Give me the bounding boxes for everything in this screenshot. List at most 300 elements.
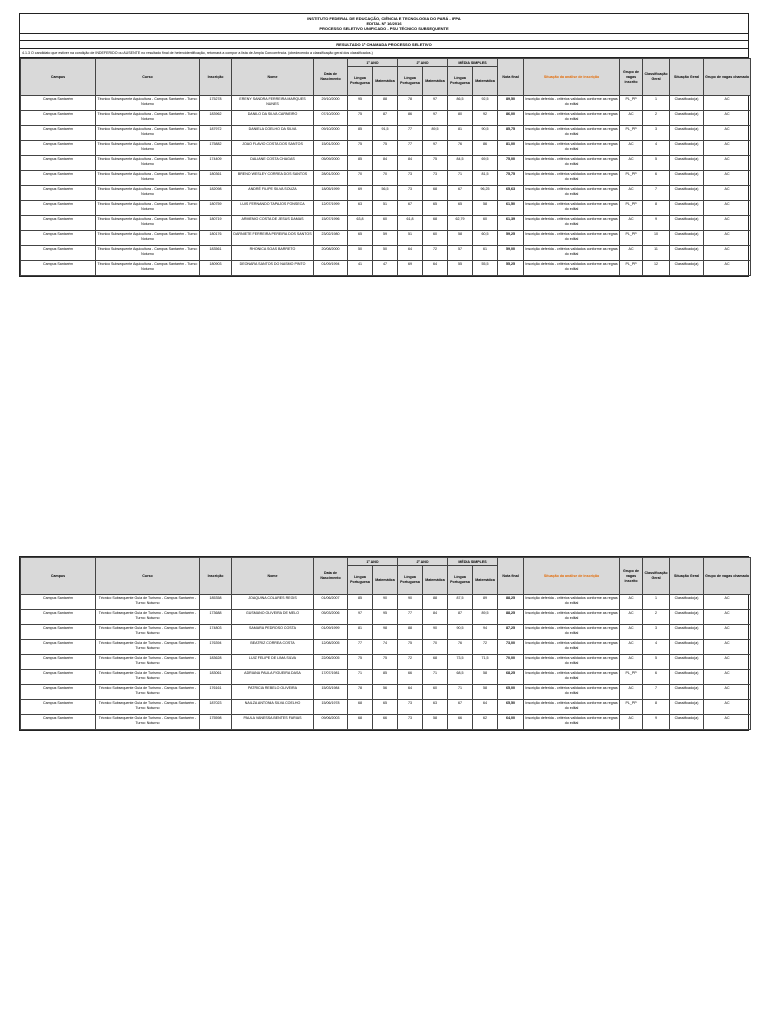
col-campus: Campus (21, 558, 96, 595)
cell-classificacao: 1 (643, 595, 670, 610)
cell-mat-ano1: 59 (373, 231, 398, 246)
cell-mat-ano2: 71 (423, 670, 448, 685)
cell-classificacao: 1 (643, 96, 670, 111)
cell-grupo-chamado: AC (704, 261, 751, 276)
cell-grupo-chamado: AC (704, 715, 751, 730)
cell-situacao-analise: Inscrição deferida - critérios validados conforme as regras do edital (524, 156, 620, 171)
cell-classificacao: 4 (643, 640, 670, 655)
cell-lp-ano2: 73 (398, 715, 423, 730)
cell-nascimento: 22/06/2005 (314, 655, 348, 670)
cell-situacao-geral: Classificado(a) (670, 96, 704, 111)
cell-situacao-geral: Classificado(a) (670, 595, 704, 610)
table-row (21, 625, 751, 640)
table-row (21, 186, 751, 201)
col-curso: Curso (96, 59, 200, 96)
cell-situacao-analise: Inscrição deferida - critérios validados conforme as regras do edital (524, 201, 620, 216)
cell-nascimento: 20/08/2000 (314, 246, 348, 261)
cell-campus: Campus Santarém (21, 126, 96, 141)
cell-situacao-analise: Inscrição deferida - critérios validados conforme as regras do edital (524, 715, 620, 730)
cell-lp-ano1: 63,8 (348, 216, 373, 231)
cell-grupo-inscrito: AC (620, 610, 643, 625)
cell-lp-media: 81 (448, 126, 473, 141)
col-group-ano2: 2º ANO (398, 558, 448, 566)
cell-situacao-analise: Inscrição deferida - critérios validados conforme as regras do edital (524, 610, 620, 625)
cell-lp-media: 87,5 (448, 595, 473, 610)
cell-situacao-geral: Classificado(a) (670, 216, 704, 231)
cell-mat-media: 60 (473, 216, 498, 231)
table-row (21, 595, 751, 610)
cell-lp-media: 55 (448, 261, 473, 276)
col-lp-ano2: Língua Portuguesa (398, 566, 423, 595)
cell-mat-ano2: 65 (423, 201, 448, 216)
cell-nota-final: 75,75 (498, 171, 524, 186)
cell-classificacao: 11 (643, 246, 670, 261)
cell-situacao-analise: Inscrição deferida - critérios validados conforme as regras do edital (524, 700, 620, 715)
cell-nascimento: 15/01/2000 (314, 141, 348, 156)
cell-lp-media: 87 (448, 610, 473, 625)
cell-lp-ano2: 61,8 (398, 216, 423, 231)
col-group-ano1: 1º ANO (348, 59, 398, 67)
cell-lp-ano2: 69 (398, 261, 423, 276)
col-mat-ano1: Matemática (373, 67, 398, 96)
cell-grupo-inscrito: AC (620, 156, 643, 171)
cell-nascimento: 07/10/2000 (314, 111, 348, 126)
cell-mat-ano2: 68 (423, 655, 448, 670)
results-sheet-guia-turismo (19, 556, 749, 731)
cell-mat-ano1: 88 (373, 96, 398, 111)
table-row (21, 201, 751, 216)
cell-inscricao: 180719 (200, 216, 232, 231)
cell-grupo-chamado: AC (704, 231, 751, 246)
cell-mat-ano1: 56 (373, 685, 398, 700)
cell-lp-ano1: 70 (348, 171, 373, 186)
cell-lp-ano2: 64 (398, 246, 423, 261)
col-lp-media: Língua Portuguesa (448, 67, 473, 96)
cell-situacao-geral: Classificado(a) (670, 700, 704, 715)
cell-lp-media: 67 (448, 186, 473, 201)
document-header (20, 14, 748, 34)
cell-mat-media: 81,5 (473, 171, 498, 186)
cell-grupo-chamado: AC (704, 141, 751, 156)
table-row (21, 700, 751, 715)
col-mat-ano2: Matemática (423, 67, 448, 96)
cell-classificacao: 6 (643, 670, 670, 685)
cell-lp-ano1: 85 (348, 156, 373, 171)
cell-mat-media: 60,5 (473, 231, 498, 246)
col-group-ano2: 2º ANO (398, 59, 448, 67)
cell-inscricao: 176161 (200, 685, 232, 700)
cell-nome: DANIELA COELHO DA SILVA (232, 126, 314, 141)
col-situacao-geral: Situação Geral (670, 558, 704, 595)
cell-situacao-geral: Classificado(a) (670, 141, 704, 156)
cell-grupo-chamado: AC (704, 171, 751, 186)
table-row (21, 111, 751, 126)
cell-grupo-chamado: AC (704, 246, 751, 261)
col-lp-ano2: Língua Portuguesa (398, 67, 423, 96)
cell-curso: Técnico Subsequente Aquicultura - Campus Santarém - Turno: Noturno (96, 261, 200, 276)
cell-situacao-analise: Inscrição deferida - critérios validados conforme as regras do edital (524, 261, 620, 276)
cell-situacao-analise: Inscrição deferida - critérios validados conforme as regras do edital (524, 171, 620, 186)
cell-inscricao: 180176 (200, 231, 232, 246)
cell-nascimento: 17/07/1981 (314, 670, 348, 685)
cell-situacao-analise: Inscrição deferida - critérios validados conforme as regras do edital (524, 126, 620, 141)
cell-mat-media: 55,5 (473, 261, 498, 276)
cell-inscricao: 180759 (200, 201, 232, 216)
cell-classificacao: 5 (643, 655, 670, 670)
cell-nota-final: 65,63 (498, 186, 524, 201)
cell-mat-ano1: 87 (373, 111, 398, 126)
cell-nascimento: 15/06/1978 (314, 700, 348, 715)
cell-curso: Técnico Subsequente Aquicultura - Campus Santarém - Turno: Noturno (96, 156, 200, 171)
col-campus: Campus (21, 59, 96, 96)
cell-grupo-inscrito: PL_PP (620, 171, 643, 186)
cell-nascimento: 15/03/1984 (314, 685, 348, 700)
cell-lp-ano1: 95 (348, 96, 373, 111)
col-nota-final: Nota final (498, 558, 524, 595)
cell-lp-ano2: 73 (398, 186, 423, 201)
results-table-1 (20, 58, 751, 276)
cell-lp-media: 71 (448, 171, 473, 186)
edital-number: EDITAL Nº 16/2016 (366, 21, 402, 26)
cell-situacao-geral: Classificado(a) (670, 246, 704, 261)
cell-situacao-geral: Classificado(a) (670, 156, 704, 171)
cell-nascimento: 05/03/2006 (314, 610, 348, 625)
cell-mat-ano2: 97 (423, 96, 448, 111)
cell-campus: Campus Santarém (21, 655, 96, 670)
cell-nota-final: 89,50 (498, 96, 524, 111)
cell-lp-ano1: 69 (348, 186, 373, 201)
cell-inscricao: 182098 (200, 186, 232, 201)
cell-nome: ERENY SANDRA FERREIRA MARQUES NUNES (232, 96, 314, 111)
cell-lp-ano1: 75 (348, 655, 373, 670)
cell-inscricao: 187023 (200, 700, 232, 715)
cell-campus: Campus Santarém (21, 216, 96, 231)
cell-mat-ano1: 50 (373, 246, 398, 261)
cell-nota-final: 64,00 (498, 715, 524, 730)
cell-mat-ano1: 90 (373, 595, 398, 610)
cell-curso: Técnico Subsequente Guia de Turismo - Campus Santarém - Turno: Noturno (96, 685, 200, 700)
cell-mat-ano2: 68 (423, 216, 448, 231)
cell-lp-ano2: 73 (398, 700, 423, 715)
cell-mat-media: 92 (473, 111, 498, 126)
cell-grupo-inscrito: PL_PP (620, 700, 643, 715)
cell-inscricao: 180361 (200, 171, 232, 186)
col-group-media: MÉDIA SIMPLES (448, 59, 498, 67)
cell-grupo-inscrito: AC (620, 141, 643, 156)
cell-lp-ano1: 71 (348, 670, 373, 685)
table-header (21, 59, 751, 96)
cell-grupo-inscrito: AC (620, 595, 643, 610)
cell-mat-ano2: 63 (423, 700, 448, 715)
cell-mat-media: 58 (473, 685, 498, 700)
cell-mat-media: 89 (473, 595, 498, 610)
cell-lp-ano1: 85 (348, 126, 373, 141)
cell-nota-final: 61,50 (498, 201, 524, 216)
table-row (21, 216, 751, 231)
cell-nome: DALIANE COSTA CHAGAS (232, 156, 314, 171)
cell-lp-media: 71 (448, 685, 473, 700)
cell-nota-final: 70,00 (498, 655, 524, 670)
cell-mat-ano2: 89,5 (423, 126, 448, 141)
cell-grupo-chamado: AC (704, 655, 751, 670)
cell-lp-media: 57 (448, 246, 473, 261)
cell-nome: ARMENIO COSTA DE JESUS DAMAS (232, 216, 314, 231)
cell-mat-media: 61 (473, 246, 498, 261)
cell-lp-media: 58 (448, 231, 473, 246)
col-classificacao: Classificação Geral (643, 558, 670, 595)
col-lp-ano1: Língua Portuguesa (348, 67, 373, 96)
cell-mat-ano1: 74 (373, 640, 398, 655)
cell-inscricao: 174409 (200, 156, 232, 171)
cell-nascimento: 09/10/2000 (314, 126, 348, 141)
table-header (21, 558, 751, 595)
cell-nascimento: 29/10/2000 (314, 96, 348, 111)
cell-curso: Técnico Subsequente Guia de Turismo - Campus Santarém - Turno: Noturno (96, 700, 200, 715)
cell-situacao-analise: Inscrição deferida - critérios validados conforme as regras do edital (524, 111, 620, 126)
cell-mat-media: 94 (473, 625, 498, 640)
cell-classificacao: 12 (643, 261, 670, 276)
cell-nome: PAULA VANESSA BENTES FARIAS (232, 715, 314, 730)
cell-curso: Técnico Subsequente Aquicultura - Campus Santarém - Turno: Noturno (96, 96, 200, 111)
cell-classificacao: 2 (643, 111, 670, 126)
cell-lp-ano1: 97 (348, 610, 373, 625)
cell-grupo-inscrito: AC (620, 640, 643, 655)
cell-classificacao: 8 (643, 201, 670, 216)
cell-lp-media: 65 (448, 201, 473, 216)
col-mat-media: Matemática (473, 566, 498, 595)
cell-nascimento: 09/06/2003 (314, 715, 348, 730)
cell-grupo-chamado: AC (704, 216, 751, 231)
cell-lp-ano1: 85 (348, 595, 373, 610)
cell-nota-final: 85,75 (498, 126, 524, 141)
cell-mat-media: 64 (473, 700, 498, 715)
col-group-ano1: 1º ANO (348, 558, 398, 566)
cell-mat-ano2: 97 (423, 141, 448, 156)
cell-classificacao: 8 (643, 700, 670, 715)
cell-mat-ano1: 70 (373, 171, 398, 186)
cell-mat-media: 62 (473, 715, 498, 730)
cell-situacao-analise: Inscrição deferida - critérios validados conforme as regras do edital (524, 231, 620, 246)
cell-campus: Campus Santarém (21, 201, 96, 216)
process-title: PROCESSO SELETIVO UNIFICADO - PSU TÉCNICO SUBSEQUENTE (319, 26, 449, 31)
cell-grupo-chamado: AC (704, 670, 751, 685)
col-mat-media: Matemática (473, 67, 498, 96)
cell-campus: Campus Santarém (21, 700, 96, 715)
cell-situacao-geral: Classificado(a) (670, 655, 704, 670)
cell-lp-ano2: 77 (398, 141, 423, 156)
cell-lp-ano1: 63 (348, 201, 373, 216)
cell-nome: ADRIANA PAULA FIGUEIRA DASA (232, 670, 314, 685)
cell-classificacao: 6 (643, 171, 670, 186)
cell-grupo-inscrito: PL_PP (620, 96, 643, 111)
cell-situacao-analise: Inscrição deferida - critérios validados conforme as regras do edital (524, 96, 620, 111)
cell-situacao-analise: Inscrição deferida - critérios validados conforme as regras do edital (524, 141, 620, 156)
cell-situacao-analise: Inscrição deferida - critérios validados conforme as regras do edital (524, 186, 620, 201)
cell-situacao-analise: Inscrição deferida - critérios validados conforme as regras do edital (524, 216, 620, 231)
cell-mat-ano1: 56,5 (373, 186, 398, 201)
cell-inscricao: 185358 (200, 595, 232, 610)
cell-curso: Técnico Subsequente Aquicultura - Campus Santarém - Turno: Noturno (96, 141, 200, 156)
cell-grupo-chamado: AC (704, 700, 751, 715)
cell-grupo-inscrito: AC (620, 186, 643, 201)
cell-grupo-inscrito: AC (620, 216, 643, 231)
cell-situacao-analise: Inscrição deferida - critérios validados conforme as regras do edital (524, 246, 620, 261)
cell-classificacao: 7 (643, 186, 670, 201)
cell-lp-ano2: 88 (398, 625, 423, 640)
cell-mat-ano2: 58 (423, 715, 448, 730)
cell-grupo-inscrito: AC (620, 246, 643, 261)
cell-classificacao: 3 (643, 126, 670, 141)
cell-nota-final: 65,00 (498, 685, 524, 700)
col-mat-ano1: Matemática (373, 566, 398, 595)
cell-lp-ano2: 73 (398, 171, 423, 186)
cell-inscricao: 175882 (200, 141, 232, 156)
cell-mat-ano2: 84 (423, 610, 448, 625)
cell-classificacao: 7 (643, 685, 670, 700)
cell-classificacao: 10 (643, 231, 670, 246)
col-grupo-chamado: Grupo de vagas chamado (704, 59, 751, 96)
cell-nota-final: 68,25 (498, 670, 524, 685)
cell-nome: NAILZA ANTONIA SILVA COELHO (232, 700, 314, 715)
cell-inscricao: 173688 (200, 610, 232, 625)
cell-lp-media: 84,5 (448, 156, 473, 171)
cell-curso: Técnico Subsequente Guia de Turismo - Campus Santarém - Turno: Noturno (96, 595, 200, 610)
cell-nome: LUIS FERNANDO TAPAJOS FONSECA (232, 201, 314, 216)
cell-nota-final: 86,00 (498, 111, 524, 126)
cell-inscricao: 183628 (200, 655, 232, 670)
cell-lp-ano1: 68 (348, 700, 373, 715)
cell-inscricao: 174803 (200, 625, 232, 640)
result-title: RESULTADO 1ª CHAMADA PROCESSO SELETIVO (20, 41, 748, 49)
cell-curso: Técnico Subsequente Guia de Turismo - Campus Santarém - Turno: Noturno (96, 715, 200, 730)
cell-grupo-inscrito: AC (620, 655, 643, 670)
cell-mat-ano1: 51 (373, 201, 398, 216)
cell-inscricao: 176394 (200, 640, 232, 655)
cell-nascimento: 28/01/2000 (314, 171, 348, 186)
cell-grupo-inscrito: AC (620, 685, 643, 700)
results-sheet-aquicultura (19, 13, 749, 277)
cell-lp-ano2: 90 (398, 595, 423, 610)
cell-campus: Campus Santarém (21, 610, 96, 625)
cell-curso: Técnico Subsequente Aquicultura - Campus Santarém - Turno: Noturno (96, 246, 200, 261)
cell-lp-media: 80 (448, 111, 473, 126)
table-row (21, 231, 751, 246)
cell-lp-media: 62,79 (448, 216, 473, 231)
cell-nota-final: 61,39 (498, 216, 524, 231)
cell-mat-ano2: 73 (423, 171, 448, 186)
cell-mat-ano2: 97 (423, 111, 448, 126)
col-situacao-analise: Situação da análise de inscrição (524, 59, 620, 96)
cell-nascimento: 05/09/2000 (314, 156, 348, 171)
cell-curso: Técnico Subsequente Aquicultura - Campus Santarém - Turno: Noturno (96, 216, 200, 231)
cell-nascimento: 12/08/2005 (314, 640, 348, 655)
cell-campus: Campus Santarém (21, 111, 96, 126)
cell-situacao-geral: Classificado(a) (670, 231, 704, 246)
cell-lp-media: 86,5 (448, 96, 473, 111)
cell-situacao-geral: Classificado(a) (670, 111, 704, 126)
table-row (21, 715, 751, 730)
table-row (21, 156, 751, 171)
cell-lp-ano1: 78 (348, 685, 373, 700)
cell-lp-ano2: 72 (398, 655, 423, 670)
cell-lp-ano2: 75 (398, 640, 423, 655)
cell-campus: Campus Santarém (21, 685, 96, 700)
cell-curso: Técnico Subsequente Aquicultura - Campus Santarém - Turno: Noturno (96, 186, 200, 201)
table-row (21, 171, 751, 186)
cell-inscricao: 183561 (200, 246, 232, 261)
cell-nota-final: 59,00 (498, 246, 524, 261)
cell-mat-ano1: 66 (373, 715, 398, 730)
cell-grupo-inscrito: PL_PP (620, 261, 643, 276)
cell-mat-ano1: 60 (373, 216, 398, 231)
cell-campus: Campus Santarém (21, 625, 96, 640)
cell-campus: Campus Santarém (21, 640, 96, 655)
cell-lp-media: 68,5 (448, 670, 473, 685)
cell-grupo-chamado: AC (704, 640, 751, 655)
table-row (21, 96, 751, 111)
table-row (21, 141, 751, 156)
cell-mat-ano2: 75 (423, 156, 448, 171)
table-row (21, 246, 751, 261)
cell-lp-ano1: 65 (348, 231, 373, 246)
col-lp-ano1: Língua Portuguesa (348, 566, 373, 595)
cell-inscricao: 183061 (200, 670, 232, 685)
cell-curso: Técnico Subsequente Aquicultura - Campus Santarém - Turno: Noturno (96, 126, 200, 141)
cell-mat-ano2: 90 (423, 625, 448, 640)
cell-lp-ano2: 66 (398, 670, 423, 685)
cell-mat-ano2: 68 (423, 186, 448, 201)
cell-curso: Técnico Subsequente Guia de Turismo - Campus Santarém - Turno: Noturno (96, 610, 200, 625)
cell-mat-media: 89,5 (473, 610, 498, 625)
results-table-2 (20, 557, 751, 730)
spacer-row (20, 34, 748, 41)
cell-campus: Campus Santarém (21, 595, 96, 610)
cell-lp-media: 73,5 (448, 655, 473, 670)
cell-grupo-chamado: AC (704, 595, 751, 610)
cell-mat-ano1: 47 (373, 261, 398, 276)
cell-mat-ano2: 70 (423, 640, 448, 655)
cell-lp-media: 76 (448, 141, 473, 156)
col-situacao-analise: Situação da análise de inscrição (524, 558, 620, 595)
cell-inscricao: 187972 (200, 126, 232, 141)
cell-curso: Técnico Subsequente Aquicultura - Campus Santarém - Turno: Noturno (96, 231, 200, 246)
cell-situacao-geral: Classificado(a) (670, 186, 704, 201)
cell-curso: Técnico Subsequente Guia de Turismo - Campus Santarém - Turno: Noturno (96, 655, 200, 670)
cell-nome: GUSMANO OLIVEIRA DE MELO (232, 610, 314, 625)
cell-campus: Campus Santarém (21, 186, 96, 201)
cell-nota-final: 87,25 (498, 625, 524, 640)
cell-mat-media: 58 (473, 201, 498, 216)
cell-grupo-inscrito: AC (620, 625, 643, 640)
cell-mat-ano2: 64 (423, 261, 448, 276)
cell-curso: Técnico Subsequente Aquicultura - Campus Santarém - Turno: Noturno (96, 171, 200, 186)
col-situacao-geral: Situação Geral (670, 59, 704, 96)
cell-mat-ano2: 60 (423, 685, 448, 700)
col-nascimento: Data de Nascimento (314, 558, 348, 595)
cell-lp-ano2: 86 (398, 111, 423, 126)
cell-mat-ano2: 88 (423, 595, 448, 610)
cell-nome: RHONICA SOAS BARRETO (232, 246, 314, 261)
cell-situacao-analise: Inscrição deferida - critérios validados conforme as regras do edital (524, 685, 620, 700)
cell-situacao-geral: Classificado(a) (670, 610, 704, 625)
col-classificacao: Classificação Geral (643, 59, 670, 96)
cell-campus: Campus Santarém (21, 715, 96, 730)
cell-curso: Técnico Subsequente Aquicultura - Campus Santarém - Turno: Noturno (96, 111, 200, 126)
cell-lp-media: 76 (448, 640, 473, 655)
cell-campus: Campus Santarém (21, 156, 96, 171)
cell-lp-ano1: 68 (348, 715, 373, 730)
cell-grupo-chamado: AC (704, 126, 751, 141)
